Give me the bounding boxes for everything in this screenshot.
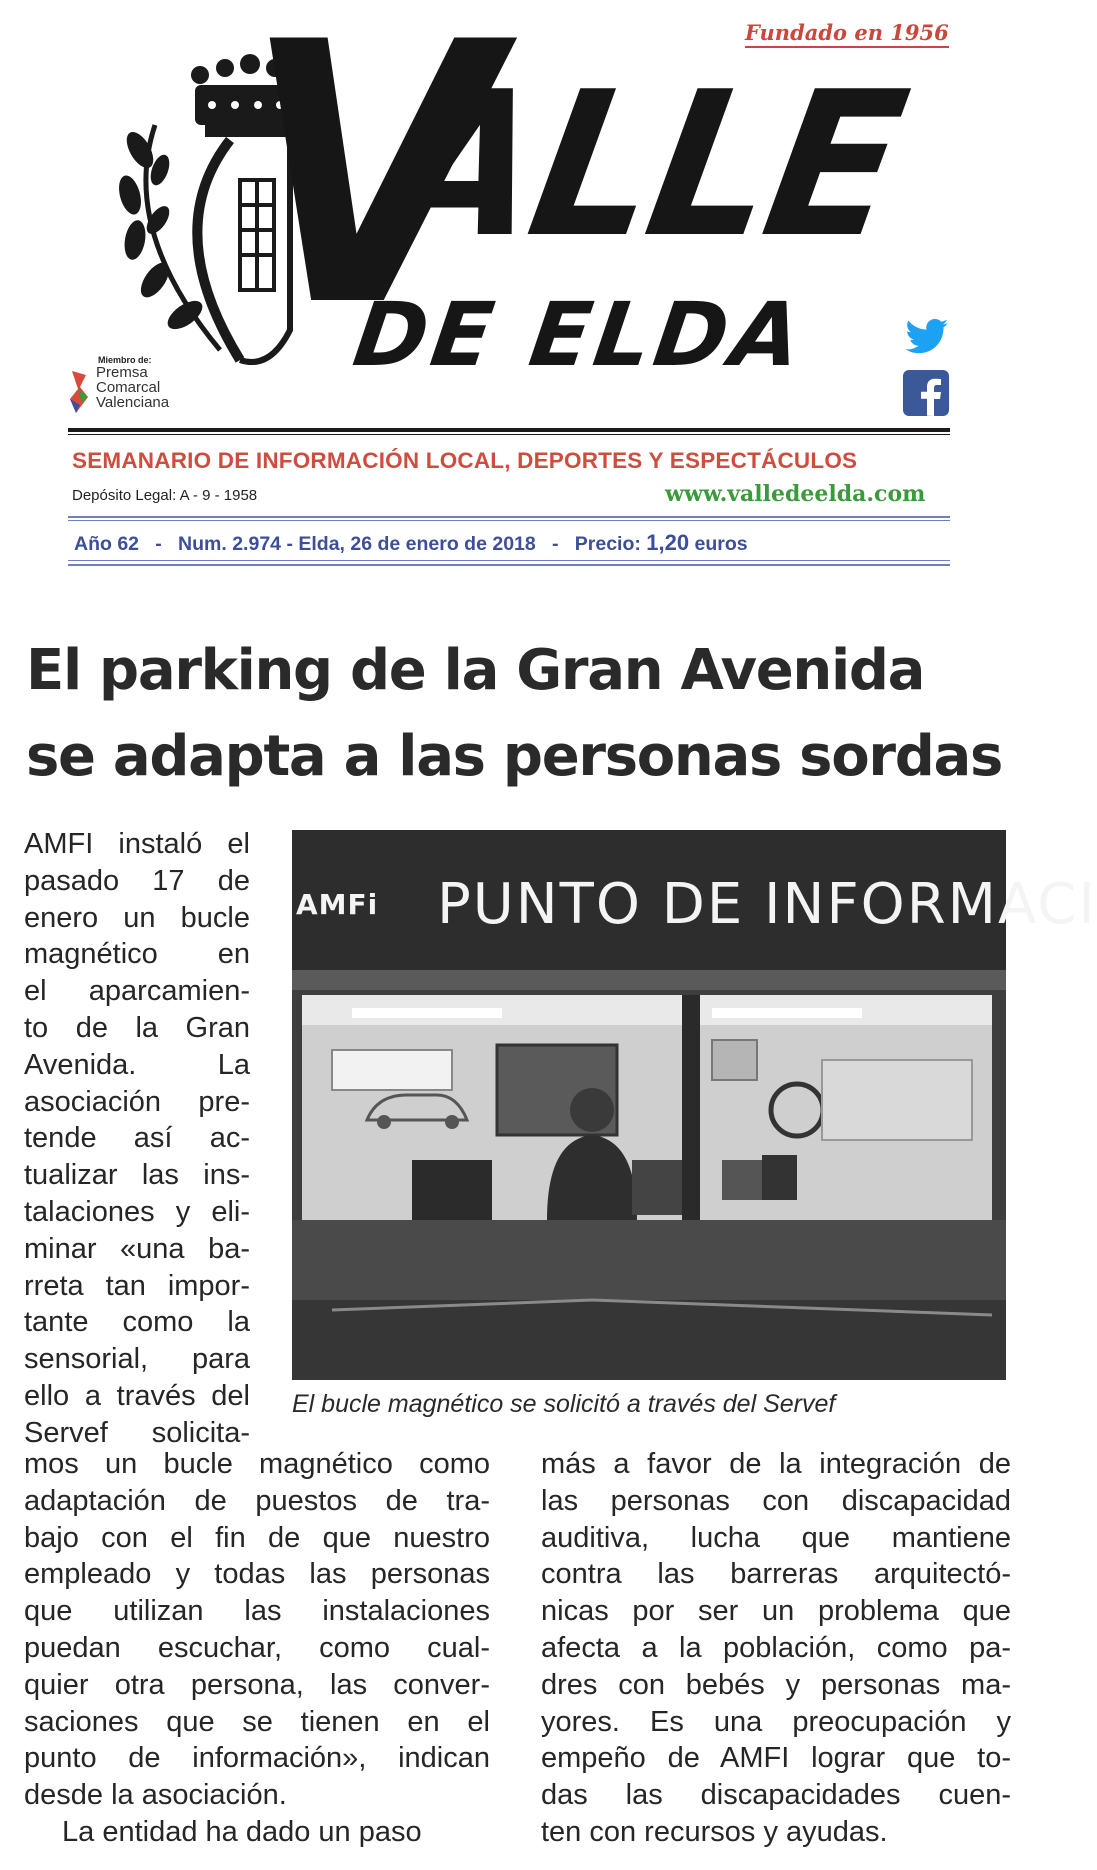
body-line: auditiva, lucha que mantiene xyxy=(541,1521,1011,1554)
title-de-elda: DE ELDA xyxy=(347,283,812,386)
body-line: punto de información», indican xyxy=(24,1742,490,1775)
body-line: La entidad ha dado un paso xyxy=(62,1815,422,1848)
body-line: nicas por ser un problema que xyxy=(541,1595,1011,1628)
issue-sep-3: - xyxy=(552,533,559,555)
body-line: saciones que se tienen en el xyxy=(24,1705,490,1738)
body-line: quier otra persona, las conver- xyxy=(24,1668,490,1701)
member-badge xyxy=(68,355,169,410)
article-photo xyxy=(292,830,1097,1380)
body-line: desde la asociación. xyxy=(24,1779,287,1812)
body-line: minar «una ba- xyxy=(24,1232,250,1265)
member-org-line3: Valenciana xyxy=(96,394,170,411)
website-link[interactable]: www.valledeelda.com xyxy=(665,481,926,507)
issue-price-value: 1,20 xyxy=(646,530,690,555)
body-line: adaptación de puestos de tra- xyxy=(24,1484,490,1517)
body-line: ten con recursos y ayudas. xyxy=(541,1815,888,1848)
body-line: que utilizan las instalaciones xyxy=(24,1595,490,1628)
founded-label: Fundado en 1956 xyxy=(745,20,949,48)
body-line: empeño de AMFI lograr que to- xyxy=(541,1742,1011,1775)
headline-line-2: se adapta a las personas sordas xyxy=(26,724,1003,789)
body-line: las personas con discapacidad xyxy=(541,1484,1011,1517)
issue-price-label: Precio: xyxy=(574,533,641,555)
masthead-rule xyxy=(68,428,950,432)
body-line: dres con bebés y personas ma- xyxy=(541,1668,1011,1701)
body-line: el aparcamien- xyxy=(24,975,250,1008)
title-alle: ALLE xyxy=(371,49,917,282)
headline-line-1: El parking de la Gran Avenida xyxy=(26,638,925,703)
body-line: empleado y todas las personas xyxy=(24,1558,490,1591)
member-label: Miembro de: xyxy=(98,355,152,365)
body-line: enero un bucle xyxy=(24,901,250,934)
body-line: Avenida. La xyxy=(24,1048,250,1081)
body-line: to de la Gran xyxy=(24,1011,250,1044)
issue-place-date: Elda, 26 de enero de 2018 xyxy=(298,533,536,555)
body-line: mos un bucle magnético como xyxy=(24,1448,490,1480)
body-column-narrow xyxy=(24,826,250,1452)
body-line: tualizar las ins- xyxy=(24,1159,250,1192)
article-headline xyxy=(26,628,1016,800)
body-line: afecta a la población, como pa- xyxy=(541,1631,1011,1664)
facebook-icon[interactable] xyxy=(903,370,949,416)
body-line: pasado 17 de xyxy=(24,864,250,897)
body-line: puedan escuchar, como cual- xyxy=(24,1631,490,1664)
twitter-icon[interactable] xyxy=(905,318,949,356)
body-line: contra las barreras arquitectó- xyxy=(541,1558,1011,1591)
body-line: magnético en xyxy=(24,938,250,971)
member-org-line1: Premsa xyxy=(96,364,148,381)
title-letter-v: V xyxy=(245,0,487,385)
issue-info xyxy=(74,530,950,556)
pcv-logo-icon xyxy=(68,369,90,415)
body-line: bajo con el fin de que nuestro xyxy=(24,1521,490,1554)
body-line: más a favor de la integración de xyxy=(541,1448,1011,1480)
body-line: tante como la xyxy=(24,1306,250,1339)
body-line: asociación pre- xyxy=(24,1085,250,1118)
masthead-rule-thin xyxy=(68,434,950,435)
issue-rule-bottom-thin xyxy=(68,560,950,561)
body-line: das las discapacidades cuen- xyxy=(541,1779,1011,1812)
body-line: rreta tan impor- xyxy=(24,1269,250,1302)
issue-rule-top xyxy=(68,516,950,518)
body-column-left xyxy=(24,1446,490,1851)
tagline: SEMANARIO DE INFORMACIÓN LOCAL, DEPORTES Y ESPECTÁCULOS xyxy=(72,448,858,473)
body-line: ello a través del xyxy=(24,1379,250,1412)
issue-price-unit: euros xyxy=(694,533,748,555)
issue-year: Año 62 xyxy=(74,533,140,555)
issue-rule-bottom xyxy=(68,564,950,566)
body-line: Servef solicita- xyxy=(24,1416,250,1449)
issue-number: Num. 2.974 xyxy=(178,533,282,555)
member-org-line2: Comarcal xyxy=(96,379,161,396)
body-line: tende así ac- xyxy=(24,1122,250,1155)
legal-deposit: Depósito Legal: A - 9 - 1958 xyxy=(72,487,258,504)
body-line: yores. Es una preocupación y xyxy=(541,1705,1011,1738)
issue-sep-2: - xyxy=(286,533,293,555)
photo-sign-logo: AMFi xyxy=(296,888,379,921)
body-line: AMFI instaló el xyxy=(24,828,250,860)
issue-sep-1: - xyxy=(155,533,162,555)
body-column-right xyxy=(541,1446,1011,1851)
issue-rule-top-thin xyxy=(68,520,950,521)
photo-caption: El bucle magnético se solicitó a través del Servef xyxy=(292,1390,836,1418)
body-line: sensorial, para xyxy=(24,1343,250,1376)
body-line: talaciones y eli- xyxy=(24,1195,250,1228)
photo-sign-text: PUNTO DE INFORMACI xyxy=(437,872,1097,937)
